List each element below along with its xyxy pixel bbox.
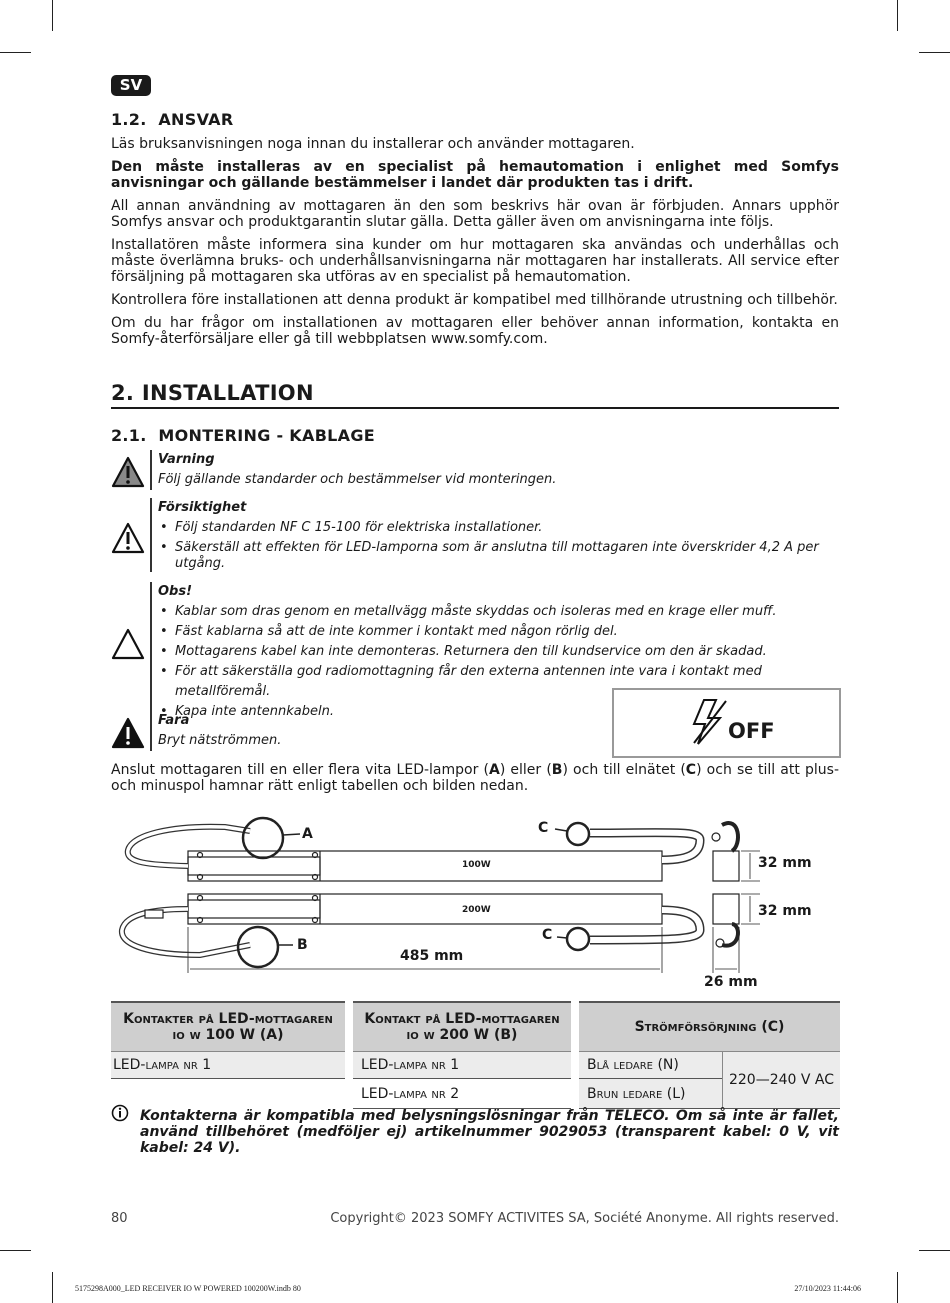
paragraph-bold: Den måste installeras av en specialist på hemautomation i enlighet med Somfys anvisningar och gällande bestämmelser i landet där produkten tas i drift.	[111, 159, 839, 191]
page-number: 80	[111, 1211, 128, 1226]
copyright: Copyright© 2023 SOMFY ACTIVITES SA, Société Anonyme. All rights reserved.	[330, 1211, 839, 1226]
table-gap	[345, 1001, 353, 1051]
length-dimension: 485 mm	[400, 948, 464, 964]
table-gap	[571, 1001, 579, 1051]
crop-mark	[0, 52, 31, 53]
section-title: ANSVAR	[158, 110, 234, 129]
table-gap	[571, 1079, 579, 1109]
crop-mark	[52, 0, 53, 31]
label-a: A	[488, 762, 500, 778]
crop-mark	[52, 1272, 53, 1303]
note-forsiktighet	[150, 498, 838, 572]
info-icon	[111, 1104, 129, 1122]
table-cell: LED-lampa nr 1	[111, 1051, 345, 1079]
connector-c-bottom-label: C	[542, 927, 553, 943]
paragraph: All annan användning av mottagaren än den som beskrivs här ovan är förbjuden. Annars upphör Somfys ansvar och produktgarantin slutar gälla. Detta gäller även om anvisningarna inte följs.	[111, 198, 839, 230]
note-title: Fara	[158, 713, 190, 728]
table-cell: LED-lampa nr 2	[353, 1079, 571, 1109]
crop-mark	[0, 1250, 31, 1251]
connector-c-top	[567, 823, 589, 845]
table-header: Strömförsörjning (C)	[579, 1001, 840, 1051]
danger-icon	[111, 717, 145, 749]
depth-dimension: 26 mm	[704, 974, 758, 990]
connector-b-label: B	[297, 937, 308, 953]
table-cell: Blå ledare (N)	[579, 1051, 722, 1079]
list-item: • Kablar som dras genom en metallvägg måste skyddas och isoleras med en krage eller muff.	[158, 602, 838, 622]
note-text: Följ gällande standarder och bestämmelser vid monteringen.	[158, 472, 557, 487]
list-item: • Mottagarens kabel kan inte demonteras. Returnera den till kundservice om den är skadad.	[158, 642, 838, 662]
chapter-title: INSTALLATION	[141, 381, 314, 405]
receiver-200w-label: 200W	[462, 905, 491, 915]
info-note: Kontakterna är kompatibla med belysningslösningar från TELECO. Om så inte är fallet, använd tillbehöret (medföljer ej) artikelnummer 9029053 (transparent kabel: 0 V, vit kabel: 24 V).	[140, 1108, 839, 1156]
warning-filled-icon	[111, 456, 145, 488]
table-gap	[345, 1079, 353, 1109]
receiver-200w-body	[188, 894, 662, 924]
table-row	[111, 1051, 840, 1079]
note-fara	[150, 711, 558, 751]
text: Anslut mottagaren till en eller flera vita LED-lampor (	[111, 762, 489, 778]
connection-table	[111, 1001, 840, 1109]
section-heading-ansvar	[111, 110, 839, 129]
print-slug-date: 27/10/2023 11:44:06	[794, 1284, 861, 1293]
connector-c-bottom	[567, 928, 589, 950]
paragraph: Om du har frågor om installationen av mottagaren eller behöver annan information, kontakta en Somfy-återförsäljare eller gå till webbplatsen www.somfy.com.	[111, 315, 839, 347]
print-slug-file: 5175298A000_LED RECEIVER IO W POWERED 100200W.indb 80	[75, 1284, 301, 1293]
language-badge: SV	[111, 75, 151, 96]
note-triangle-icon	[111, 628, 145, 660]
receiver-100w-body	[188, 851, 662, 881]
table-header: Kontakter på LED-mottagaren io w 100 W (A)	[111, 1001, 345, 1051]
voltage-cell: 220—240 V AC	[722, 1051, 840, 1109]
crop-mark	[897, 0, 898, 31]
table-cell: LED-lampa nr 1	[353, 1051, 571, 1079]
chapter-heading-installation	[111, 381, 839, 409]
text: ) och se till att plus- och minuspol hamnar rätt enligt tabellen och bilden nedan.	[111, 762, 839, 794]
off-label: OFF	[728, 719, 775, 743]
note-title: Varning	[158, 452, 215, 467]
list-item: • Kapa inte antennkabeln.	[158, 702, 838, 722]
crop-mark	[897, 1272, 898, 1303]
connect-paragraph	[111, 762, 839, 794]
table-gap	[571, 1051, 579, 1079]
chapter-number: 2.	[111, 381, 135, 405]
list-item: • Fäst kablarna så att de inte kommer i kontakt med någon rörlig del.	[158, 622, 838, 642]
section-heading-montering	[111, 426, 839, 445]
label-b: B	[551, 762, 563, 778]
text: ) och till elnätet (	[562, 762, 686, 778]
table-cell: Brun ledare (L)	[579, 1079, 722, 1109]
note-text: Bryt nätströmmen.	[158, 733, 282, 748]
power-off-icon	[690, 697, 730, 747]
caution-icon	[111, 522, 145, 554]
receiver-100w-label: 100W	[462, 860, 491, 870]
paragraph: Kontrollera före installationen att denna produkt är kompatibel med tillhörande utrustning och tillbehör.	[111, 292, 838, 308]
note-title: Försiktighet	[158, 500, 247, 515]
list-item: • Säkerställ att effekten för LED-lamporna som är anslutna till mottagaren inte överskrider 4,2 A per utgång.	[158, 538, 838, 572]
table-header-row	[111, 1001, 840, 1051]
note-title: Obs!	[158, 584, 193, 599]
section-title: MONTERING - KABLAGE	[158, 426, 376, 445]
wiring-diagram	[110, 805, 800, 995]
section-number: 2.1.	[111, 426, 147, 445]
note-varning	[150, 450, 838, 490]
connector-a-label: A	[302, 826, 313, 842]
list-item: • Följ standarden NF C 15-100 för elektriska installationer.	[158, 518, 838, 538]
crop-mark	[919, 52, 950, 53]
connector-a	[243, 818, 283, 858]
connector-c-top-label: C	[538, 820, 549, 836]
section-number: 1.2.	[111, 110, 147, 129]
table-header: Kontakt på LED-mottagaren io w 200 W (B)	[353, 1001, 571, 1051]
table-gap	[345, 1051, 353, 1079]
paragraph: Installatören måste informera sina kunder om hur mottagaren ska användas och underhållas och måste överlämna bruks- och underhållsanvisningarna när mottagaren har installerats. All service efter försäljning på mottagaren ska utföras av en specialist på hemautomation.	[111, 237, 839, 285]
height-dimension-top: 32 mm	[758, 855, 812, 871]
list-item: • För att säkerställa god radiomottagning får den externa antennen inte vara i kontakt med metallföremål.	[158, 662, 838, 702]
table-cell	[111, 1079, 345, 1109]
text: ) eller (	[499, 762, 552, 778]
height-dimension-bottom: 32 mm	[758, 903, 812, 919]
crop-mark	[919, 1250, 950, 1251]
paragraph: Läs bruksanvisningen noga innan du installerar och använder mottagaren.	[111, 136, 635, 152]
label-c: C	[685, 762, 697, 778]
